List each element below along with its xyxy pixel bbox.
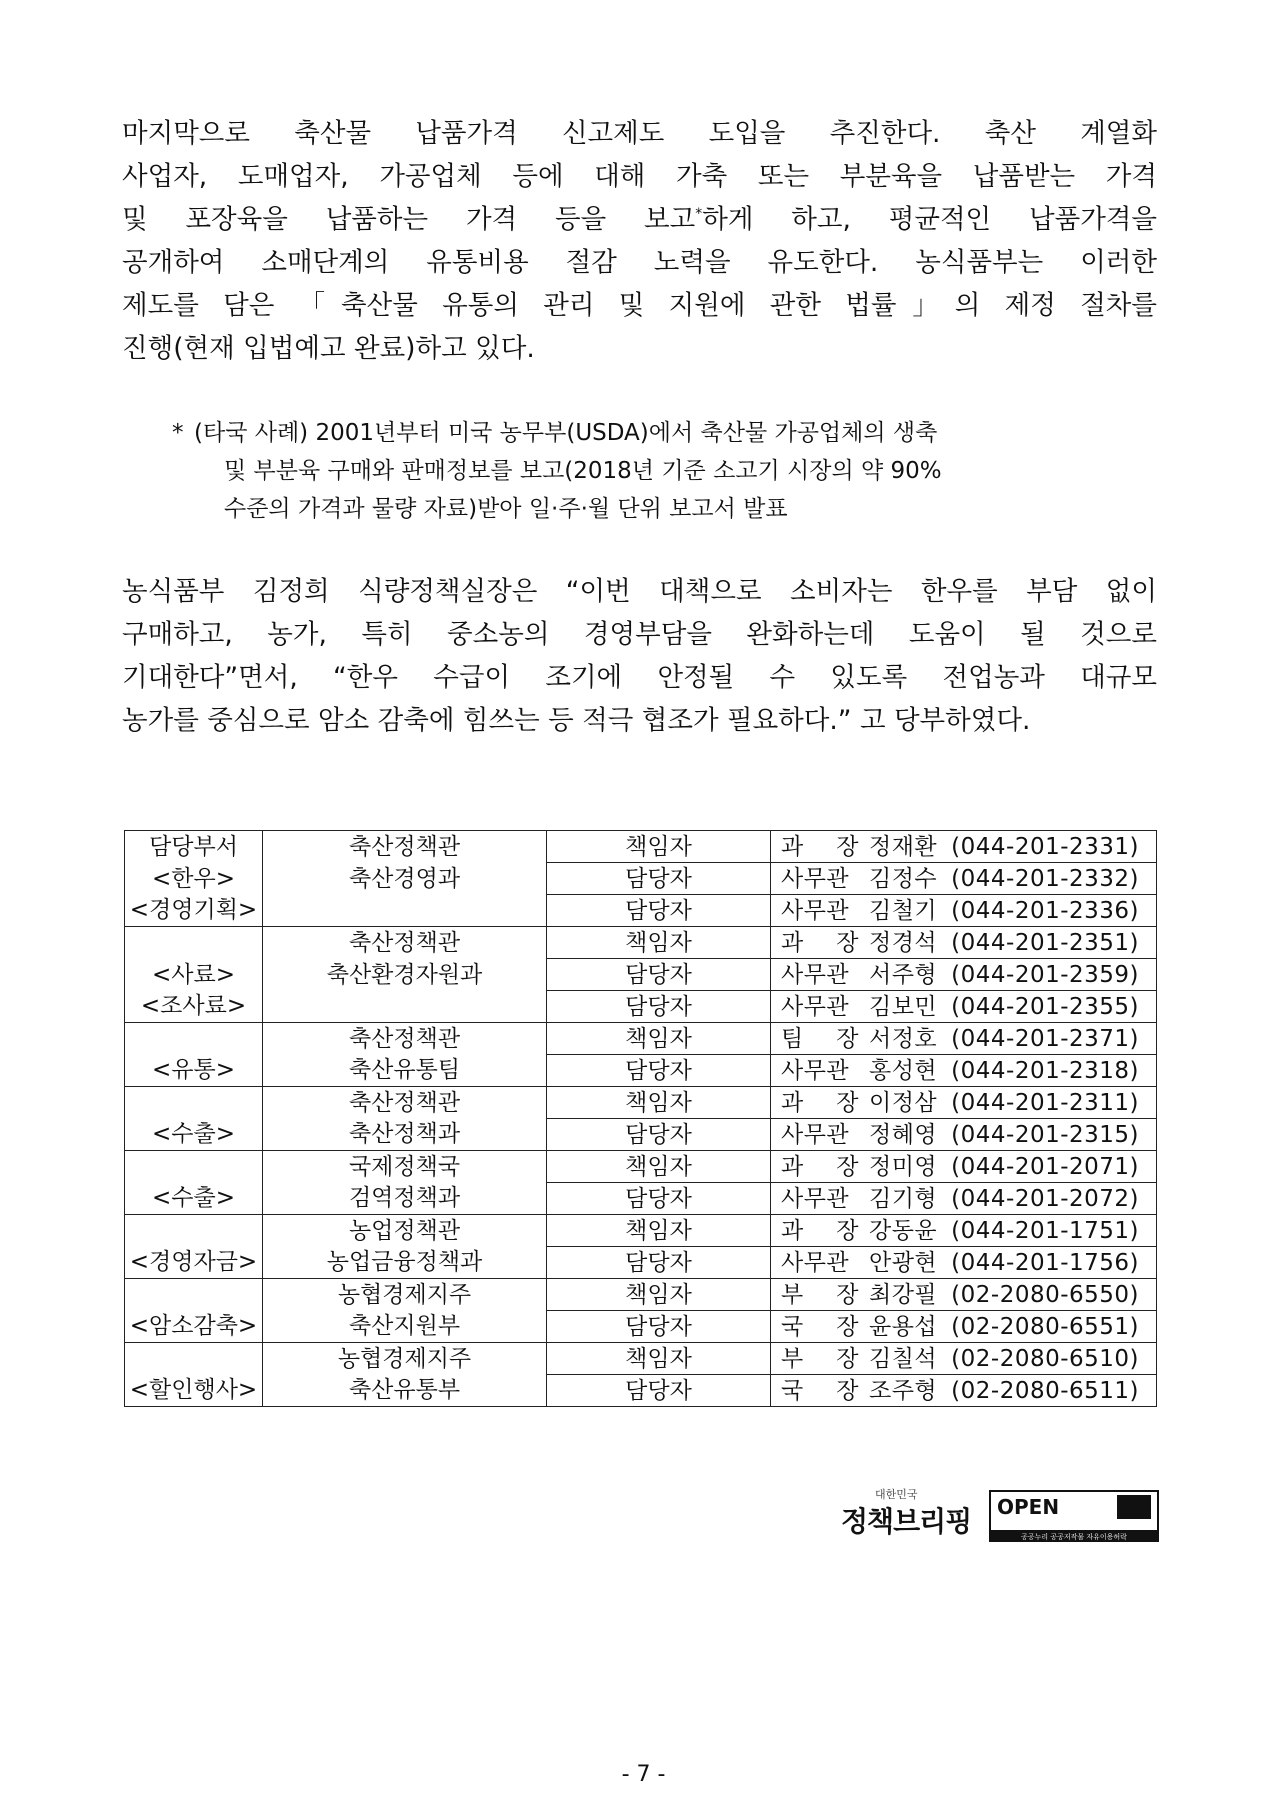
contact-dept-label: 농협경제지주 (337, 1345, 472, 1372)
contact-role-cell: 책임자 (547, 1023, 771, 1055)
contact-title: 사무관 (781, 1057, 850, 1084)
contact-role-cell: 책임자 (547, 1087, 771, 1119)
contact-row (125, 1375, 1157, 1407)
contact-row (125, 1279, 1157, 1311)
contact-name: 김철기 (869, 897, 938, 924)
contact-person-cell (771, 1055, 1157, 1087)
contact-dept-cell (263, 1087, 547, 1119)
contact-dept-label: 농협경제지주 (337, 1281, 472, 1308)
footnote (172, 414, 1156, 528)
contact-dept-cell (263, 1343, 547, 1375)
page-number: - 7 - (621, 1762, 666, 1787)
text-line: 사업자, 도매업자, 가공업체 등에 대해 가축 또는 부분육을 납품받는 가격 (122, 161, 1157, 192)
contact-area-label: <경영기획> (129, 897, 258, 924)
attribution-icon (1117, 1495, 1151, 1519)
contact-dept-label: 축산지원부 (348, 1313, 461, 1340)
contact-area-cell (125, 1247, 263, 1279)
contact-name: 윤용섭 (869, 1313, 938, 1340)
contact-role-cell: 담당자 (547, 1375, 771, 1407)
contact-title: 사무관 (781, 897, 850, 924)
contact-dept-cell (263, 863, 547, 895)
contact-area-label: <경영자금> (129, 1249, 258, 1276)
text-line: 마지막으로 축산물 납품가격 신고제도 도입을 추진한다. 축산 계열화 (122, 118, 1157, 149)
contact-person-cell (771, 1279, 1157, 1311)
contact-person-cell (771, 1183, 1157, 1215)
open-text: OPEN (997, 1495, 1060, 1519)
contact-dept-cell (263, 1183, 547, 1215)
license-caption: 공공누리 공공저작물 자유이용허락 (989, 1532, 1159, 1542)
contact-person-cell (771, 959, 1157, 991)
contact-row (125, 1247, 1157, 1279)
contact-phone: (02-2080-6510) (951, 1345, 1140, 1372)
logo-brand-text: 정책브리핑 (841, 1505, 972, 1538)
contact-dept-cell (263, 831, 547, 863)
contact-dept-cell (263, 1215, 547, 1247)
contact-name: 정혜영 (869, 1121, 938, 1148)
contact-dept-label: 축산정책관 (348, 1025, 461, 1052)
contact-area-cell (125, 959, 263, 991)
contact-area-label: <한우> (152, 865, 235, 892)
contact-dept-label: 농업정책관 (348, 1217, 461, 1244)
contact-row (125, 831, 1157, 863)
contact-name: 정미영 (869, 1153, 938, 1180)
contact-person-cell (771, 863, 1157, 895)
contact-title: 과 장 (781, 929, 859, 956)
contact-role-cell: 담당자 (547, 1247, 771, 1279)
contact-phone: (044-201-2351) (951, 929, 1140, 956)
contact-dept-label: 축산유통팀 (348, 1057, 461, 1084)
text-line: 농식품부 김정희 식량정책실장은 “이번 대책으로 소비자는 한우를 부담 없이 (122, 576, 1157, 607)
contact-area-label: <수출> (152, 1185, 235, 1212)
contact-dept-cell (263, 1247, 547, 1279)
contact-name: 정경석 (869, 929, 938, 956)
footnote-marker: * (172, 420, 184, 446)
text-line: 농가를 중심으로 암소 감축에 힘쓰는 등 적극 협조가 필요하다.” 고 당부하였다. (122, 705, 1031, 736)
contact-dept-label: 축산정책관 (348, 929, 461, 956)
contact-role-cell: 책임자 (547, 927, 771, 959)
contact-title: 부 장 (781, 1281, 859, 1308)
contact-name: 김기형 (869, 1185, 938, 1212)
contact-title: 부 장 (781, 1345, 859, 1372)
contact-area-cell (125, 1151, 263, 1183)
contact-role-cell: 담당자 (547, 895, 771, 927)
contact-title: 국 장 (781, 1313, 859, 1340)
contact-name: 김칠석 (869, 1345, 938, 1372)
contact-person-cell (771, 1311, 1157, 1343)
contact-dept-cell (263, 1279, 547, 1311)
contact-dept-cell (263, 1119, 547, 1151)
contact-name: 홍성현 (869, 1057, 938, 1084)
contact-name: 김정수 (869, 865, 938, 892)
contact-area-label: <수출> (152, 1121, 235, 1148)
text-fragment: 및 포장육을 납품하는 가격 등을 보고 (122, 204, 696, 235)
contact-role-cell: 담당자 (547, 1055, 771, 1087)
contact-title: 과 장 (781, 1153, 859, 1180)
contact-name: 최강필 (869, 1281, 938, 1308)
footnote-line: (타국 사례) 2001년부터 미국 농무부(USDA)에서 축산물 가공업체의 생축 (194, 420, 938, 446)
contact-phone: (044-201-2355) (951, 993, 1140, 1020)
text-line: 진행(현재 입법예고 완료)하고 있다. (122, 333, 535, 364)
contact-role-cell: 담당자 (547, 991, 771, 1023)
contact-title: 사무관 (781, 865, 850, 892)
contact-area-cell (125, 895, 263, 927)
contact-phone: (02-2080-6550) (951, 1281, 1140, 1308)
contact-area-cell (125, 1183, 263, 1215)
contact-phone: (044-201-2311) (951, 1089, 1140, 1116)
contact-area-label: <할인행사> (129, 1377, 258, 1404)
contact-role-cell: 담당자 (547, 1119, 771, 1151)
contact-area-cell (125, 1023, 263, 1055)
contact-row (125, 863, 1157, 895)
contact-person-cell (771, 1375, 1157, 1407)
contact-person-cell (771, 831, 1157, 863)
contact-row (125, 959, 1157, 991)
contact-area-cell (125, 1279, 263, 1311)
contact-dept-label: 농업금융정책과 (326, 1249, 483, 1276)
contact-name: 정재환 (869, 833, 938, 860)
contact-role-cell: 담당자 (547, 863, 771, 895)
policy-briefing-logo (841, 1486, 1161, 1542)
contact-role-cell: 담당자 (547, 959, 771, 991)
contact-dept-cell (263, 1023, 547, 1055)
contact-area-cell (125, 1375, 263, 1407)
contact-dept-cell (263, 1311, 547, 1343)
contact-role-cell: 담당자 (547, 1311, 771, 1343)
contact-title: 과 장 (781, 1217, 859, 1244)
contact-phone: (044-201-2318) (951, 1057, 1140, 1084)
contact-row (125, 1343, 1157, 1375)
brand-logo (841, 1486, 981, 1542)
contact-dept-cell (263, 1151, 547, 1183)
contact-title: 과 장 (781, 1089, 859, 1116)
contact-role-cell: 책임자 (547, 1343, 771, 1375)
contact-title: 사무관 (781, 1249, 850, 1276)
contact-name: 서정호 (869, 1025, 938, 1052)
contact-row (125, 1151, 1157, 1183)
contact-name: 강동윤 (869, 1217, 938, 1244)
contact-phone: (044-201-1756) (951, 1249, 1140, 1276)
contact-area-cell (125, 1087, 263, 1119)
contact-row (125, 1023, 1157, 1055)
contact-person-cell (771, 895, 1157, 927)
contact-title: 과 장 (781, 833, 859, 860)
contact-dept-label: 축산정책과 (348, 1121, 461, 1148)
contact-phone: (044-201-1751) (951, 1217, 1140, 1244)
contact-title: 사무관 (781, 961, 850, 988)
contact-person-cell (771, 1087, 1157, 1119)
contact-name: 서주형 (869, 961, 938, 988)
contact-area-cell (125, 927, 263, 959)
contact-area-label: <조사료> (140, 993, 247, 1020)
paragraph-quote (122, 570, 1157, 742)
contact-area-cell (125, 1215, 263, 1247)
contact-name: 이정삼 (869, 1089, 938, 1116)
text-line: 제도를 담은 「축산물 유통의 관리 및 지원에 관한 법률」의 제정 절차를 (122, 290, 1157, 321)
contact-role-cell: 책임자 (547, 831, 771, 863)
contact-row (125, 991, 1157, 1023)
contact-row (125, 1119, 1157, 1151)
text-line: 기대한다”면서, “한우 수급이 조기에 안정될 수 있도록 전업농과 대규모 (122, 662, 1157, 693)
open-license-badge (989, 1490, 1159, 1532)
contact-area-cell (125, 991, 263, 1023)
contact-role-cell: 책임자 (547, 1279, 771, 1311)
contact-row (125, 927, 1157, 959)
contact-phone: (02-2080-6551) (951, 1313, 1140, 1340)
contact-row (125, 1087, 1157, 1119)
contact-phone: (044-201-2332) (951, 865, 1140, 892)
contact-title: 사무관 (781, 1121, 850, 1148)
contact-row (125, 1055, 1157, 1087)
contact-area-label: 담당부서 (149, 833, 238, 860)
contact-area-label: <사료> (152, 961, 235, 988)
paragraph-livestock-price-reporting (122, 112, 1157, 370)
text-line (122, 198, 1157, 241)
contact-dept-label: 축산경영과 (348, 865, 461, 892)
contact-phone: (044-201-2331) (951, 833, 1140, 860)
contact-dept-cell (263, 895, 547, 927)
contact-phone: (044-201-2071) (951, 1153, 1140, 1180)
contact-dept-label: 축산유통부 (348, 1377, 461, 1404)
contact-person-cell (771, 1215, 1157, 1247)
text-line: 공개하여 소매단계의 유통비용 절감 노력을 유도한다. 농식품부는 이러한 (122, 247, 1157, 278)
contact-title: 국 장 (781, 1377, 859, 1404)
contact-dept-cell (263, 991, 547, 1023)
contact-dept-cell (263, 1055, 547, 1087)
contacts-table (124, 830, 1157, 1407)
contact-phone: (02-2080-6511) (951, 1377, 1140, 1404)
contact-area-cell (125, 1055, 263, 1087)
contact-title: 팀 장 (781, 1025, 859, 1052)
contact-name: 안광현 (869, 1249, 938, 1276)
text-fragment: 하게 하고, 평균적인 납품가격을 (702, 204, 1157, 235)
contact-phone: (044-201-2315) (951, 1121, 1140, 1148)
contact-row (125, 1215, 1157, 1247)
contacts-table-body (125, 831, 1157, 1407)
contact-phone: (044-201-2072) (951, 1185, 1140, 1212)
footnote-mark: * (695, 206, 703, 223)
logo-small-text: 대한민국 (875, 1488, 918, 1501)
contact-dept-cell (263, 927, 547, 959)
contact-area-cell (125, 1343, 263, 1375)
contact-row (125, 895, 1157, 927)
contact-dept-label: 검역정책과 (348, 1185, 461, 1212)
contact-area-cell (125, 1119, 263, 1151)
text-line: 구매하고, 농가, 특히 중소농의 경영부담을 완화하는데 도움이 될 것으로 (122, 619, 1157, 650)
contact-area-cell (125, 863, 263, 895)
contact-area-cell (125, 831, 263, 863)
contact-phone: (044-201-2359) (951, 961, 1140, 988)
contact-dept-cell (263, 959, 547, 991)
contact-role-cell: 책임자 (547, 1215, 771, 1247)
contact-row (125, 1311, 1157, 1343)
contact-person-cell (771, 1023, 1157, 1055)
footnote-line: 수준의 가격과 물량 자료)받아 일·주·월 단위 보고서 발표 (224, 496, 788, 522)
contact-row (125, 1183, 1157, 1215)
contact-area-label: <암소감축> (129, 1313, 258, 1340)
contact-phone: (044-201-2371) (951, 1025, 1140, 1052)
contact-person-cell (771, 927, 1157, 959)
contact-role-cell: 책임자 (547, 1151, 771, 1183)
footnote-line: 및 부분육 구매와 판매정보를 보고(2018년 기준 소고기 시장의 약 90% (224, 458, 942, 484)
contact-role-cell: 담당자 (547, 1183, 771, 1215)
contact-dept-label: 축산정책관 (348, 833, 461, 860)
contact-person-cell (771, 1119, 1157, 1151)
contact-area-cell (125, 1311, 263, 1343)
contact-area-label: <유통> (152, 1057, 235, 1084)
contact-dept-label: 축산환경자원과 (326, 961, 483, 988)
contact-person-cell (771, 991, 1157, 1023)
contact-name: 김보민 (869, 993, 938, 1020)
contact-person-cell (771, 1247, 1157, 1279)
contact-person-cell (771, 1343, 1157, 1375)
contact-phone: (044-201-2336) (951, 897, 1140, 924)
contact-title: 사무관 (781, 1185, 850, 1212)
contact-dept-cell (263, 1375, 547, 1407)
contact-name: 조주형 (869, 1377, 938, 1404)
contact-person-cell (771, 1151, 1157, 1183)
contact-dept-label: 국제정책국 (348, 1153, 461, 1180)
contact-dept-label: 축산정책관 (348, 1089, 461, 1116)
contact-title: 사무관 (781, 993, 850, 1020)
